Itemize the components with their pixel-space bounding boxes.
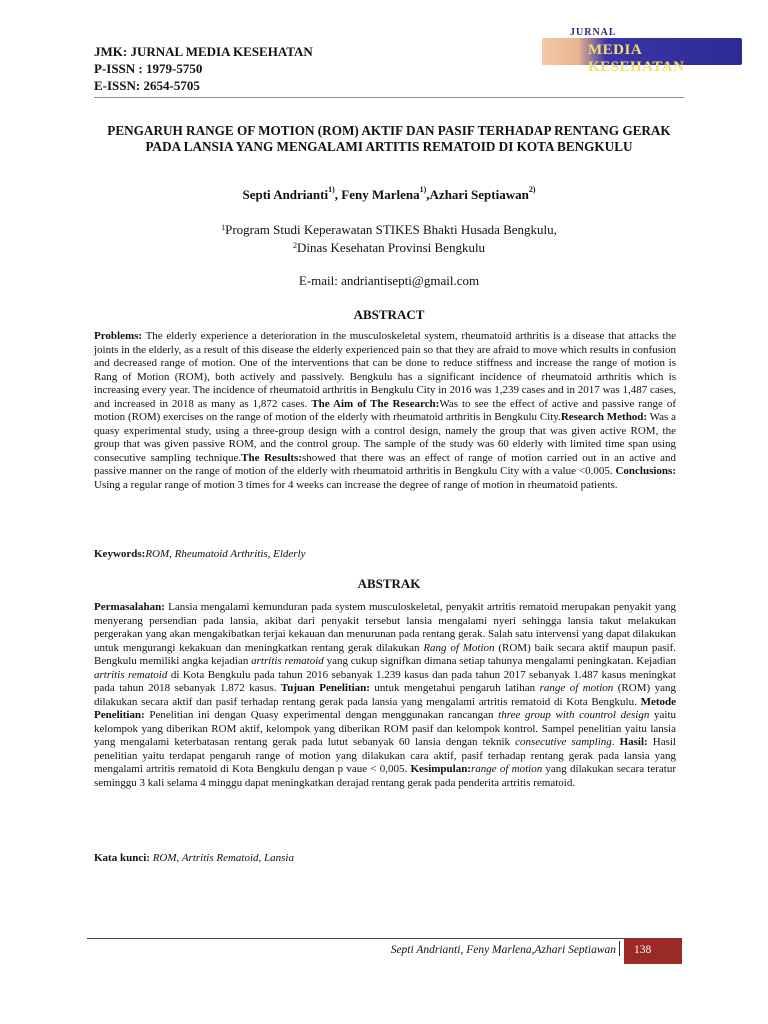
abstrak-text: Hasil penelitian yaitu terdapat pengaruh range of motion yang dilakukan cara aktif, pasif terhadap rentang gerak pada lansia yang mengalami artritis rematoid di Kota Bengkulu dengan p vaue < 0,005. [94,736,676,775]
footer-separator [619,941,620,956]
affiliation-text: Program Studi Keperawatan STIKES Bhakti Husada Bengkulu, [225,222,557,237]
abstrak-italic: artritis rematoid [251,655,324,667]
paper-title: PENGARUH RANGE OF MOTION (ROM) AKTIF DAN PASIF TERHADAP RENTANG GERAK PADA LANSIA YANG MENGALAMI ARTITIS REMATOID DI KOTA BENGKULU [107,123,671,154]
kata-kunci-label: Kata kunci: [94,852,150,864]
abstrak-italic: three group with countrol design [498,709,650,721]
author-sup: 2) [528,185,536,194]
journal-header [94,43,313,94]
author-name: Feny Marlena [341,187,420,202]
permasalahan-label: Permasalahan: [94,601,165,613]
abstrak-text: Penelitian ini dengan Quasy experimental dengan menggunakan rancangan [144,709,499,721]
abstrak-text: untuk mengetahui pengaruh latihan [369,682,540,694]
abstrak-text: (ROM) yang dilakukan secara aktif dan pasif terhadap rentang gerak pada lansia yang mengalami artritis rematoid di Kota Bengkulu. [94,682,677,708]
problems-label: Problems: [94,330,143,342]
abstrak-body [94,601,676,790]
author-name: Septi Andrianti [242,187,329,202]
affiliation-sup: 1 [221,223,226,232]
conclusions-label: Conclusions: [615,465,676,477]
page-number-box [624,938,682,964]
kata-kunci-text: ROM, Artritis Rematoid, Lansia [149,852,294,864]
abstrak-text: Lansia mengalami kemunduran pada system musculoskeletal, penyakit artritis rematoid merupakan penyakit yang menyerang persendian pada lansia, akibat dari penyakit tersebut lansia mengalami nyeri sehingga lansia takut melakukan pergerakan yang akan mengakibatkan terjai kekauan dan menurunan pada rentang gerak. Salah satu intervensi yang dapat dilakukan untuk mengurangi kekakuan dan meningkatkan rentang gerak dilakukan [94,601,676,654]
author-list [94,187,684,203]
abstrak-text: . [611,736,620,748]
abstract-text: The elderly experience a deterioration in the musculoskeletal system, rheumatoid arthritis is a disease that attacks the joints in the elderly, as a result of this disease the elderly experienced pain so that they are afraid to move which results in confusion and decreased range of motion. One of the interventions that can be done to reduce stiffness and increase the range of motion is Rang of Motion (ROM), both actively and passively. Bengkulu has a significant incidence of rheumatoid arthritis which is increasing every year. The incidence of rheumatoid arthritis in Bengkulu City in 2016 was 1,239 cases and in 2017 was 1,487 cases, and increased in 2018 as many as 1,872 cases. [94,330,676,410]
author-sup: 1) [328,185,335,194]
abstract-text: showed that there was an effect of range of motion carried out in an active and passive manner on the range of motion of the elderly with rheumatoid arthritis in Bengkulu City with a value <0.005. [94,451,677,477]
abstrak-italic: consecutive sampling [515,736,612,748]
author-separator: , [334,187,342,202]
method-label: Research Method: [560,411,648,423]
footer-divider [87,938,624,939]
eissn: E-ISSN: 2654-5705 [94,78,200,93]
abstract-text: Was a quasy experimental study, using a three-group design with a control design, namely the group that was given active ROM, the group that was given passive ROM, and the control group. The sample of the study was 60 elderly with limited time span using consecutive sampling technique. [94,411,676,464]
metode-label: Metode Penelitian: [94,695,676,721]
results-label: The Results: [241,451,303,464]
journal-name: JMK: JURNAL MEDIA KESEHATAN [94,44,313,59]
tujuan-label: Tujuan Penelitian: [280,682,370,694]
header-divider [94,97,684,98]
abstrak-text: di Kota Bengkulu pada tahun 2016 sebanyak 1.239 kasus dan pada tahun 2017 sebanyak 1.487 kasus meningkat pada tahun 2018 sebanyak 1.872 kasus. [94,668,676,694]
abstrak-italic: range of motion [471,763,543,775]
page-number: 138 [634,944,652,956]
author-sup: 1) [419,185,427,194]
contact-email: E-mail: andriantisepti@gmail.com [298,273,480,288]
keywords-line [94,548,306,560]
abstrak-text: yaitu kelompok yang diberikan ROM aktif, kelompok yang diberikan ROM pasif dan kelompok kontrol. Sampel penelitian yaitu lansia yang mengalami keterbatasan rentang gerak pada lutut sebanyak 60 lansia dengan teknik [94,709,677,748]
affiliation-text: Dinas Kesehatan Provinsi Bengkulu [296,240,486,255]
affiliations [94,221,684,257]
kesimpulan-label: Kesimpulan: [410,763,471,775]
abstract-heading: ABSTRACT [353,307,425,322]
affiliation-line [94,239,684,257]
pissn: P-ISSN : 1979-5750 [94,61,203,76]
aim-label: The Aim of The Research: [311,397,440,410]
abstrak-italic: artritis rematoid [94,668,168,681]
logo-banner [542,38,742,75]
abstrak-italic: Rang of Motion [423,641,495,654]
affiliation-sup: 2 [292,241,297,250]
abstrak-italic: range of motion [539,682,614,694]
abstrak-text: (ROM) baik secara aktif maupun pasif. Bengkulu memiliki angka kejadian [94,641,676,667]
author-separator: , [426,187,430,202]
affiliation-line [94,221,684,239]
abstract-body [94,330,676,492]
keywords-label: Keywords: [94,548,146,560]
logo-main-text: MEDIA KESEHATAN [588,42,685,75]
author-name: Azhari Septiawan [429,187,529,202]
footer-authors: Septi Andrianti, Feny Marlena,Azhari Septiawan [390,944,616,956]
abstract-text: Using a regular range of motion 3 times for 4 weeks can increase the degree of range of motion in rheumatoid patients. [94,478,618,491]
abstract-text: Was to see the effect of active and passive range of motion (ROM) exercises on the range of motion of the elderly with rheumatoid arthritis in Bengkulu City. [94,397,676,423]
abstrak-text: yang cukup signifkan dimana setiap tahunya mengalami peningkatan. Kejadian [323,655,676,667]
logo-top-text: JURNAL [570,27,617,38]
journal-logo [542,27,742,75]
hasil-label: Hasil: [619,736,648,748]
abstrak-text: yang dilakukan secara teratur seminggu 3 kali selama 4 minggu dapat meningkatkan derajad rentang gerak pada penderita artritis rematoid. [94,763,676,789]
keywords-text: ROM, Rheumatoid Arthritis, Elderly [145,548,306,560]
kata-kunci-line [94,852,294,864]
abstrak-heading: ABSTRAK [357,576,421,591]
